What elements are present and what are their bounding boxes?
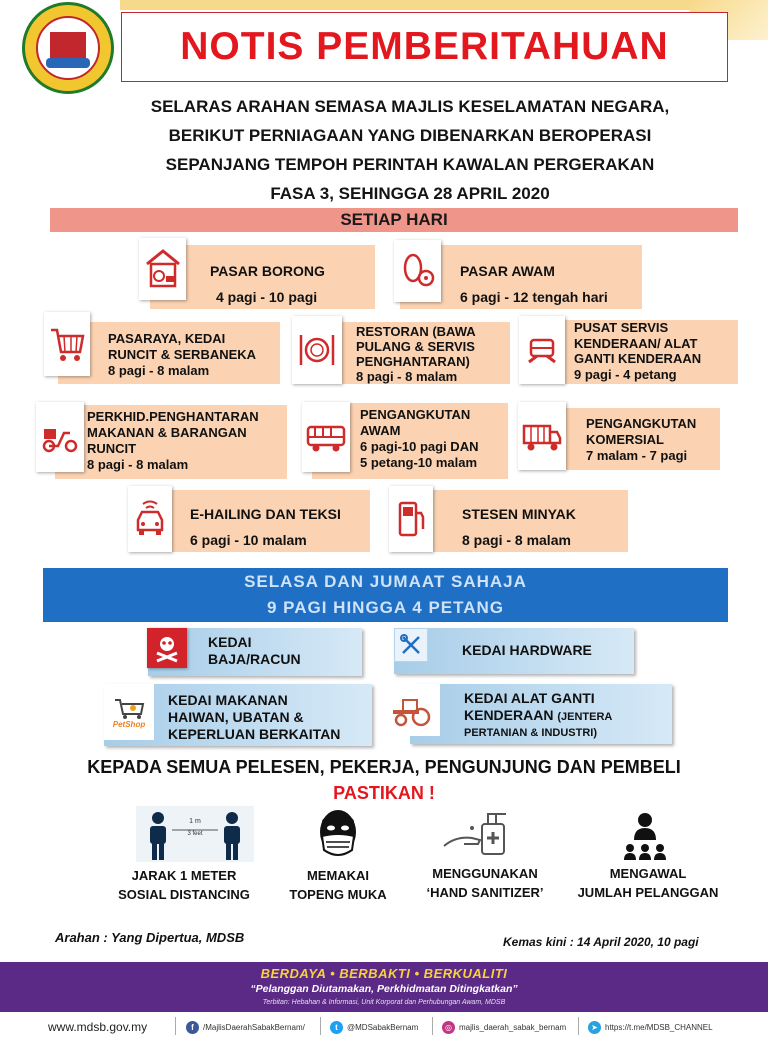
- caption-line: ‘HAND SANITIZER’: [426, 885, 544, 900]
- twitter-icon: t: [330, 1021, 343, 1034]
- facebook-icon: f: [186, 1021, 199, 1034]
- tools-icon: [394, 628, 428, 662]
- card-line: HAIWAN, UBATAN &: [168, 709, 304, 725]
- card-line: KOMERSIAL: [586, 432, 664, 447]
- card-line: RUNCIT: [87, 441, 137, 456]
- card-kedai-hardware: [394, 628, 634, 674]
- card-line-small: (JENTERA: [557, 711, 613, 723]
- instagram-handle: majlis_daerah_sabak_bernam: [459, 1023, 567, 1032]
- motto-text: BERDAYA • BERBAKTI • BERKUALITI: [260, 966, 508, 981]
- caption-line: SOSIAL DISTANCING: [118, 887, 250, 902]
- notice-title: NOTIS PEMBERITAHUAN: [180, 25, 669, 68]
- header-stripe: [120, 0, 768, 10]
- caption-distancing: [100, 866, 268, 904]
- instagram-icon: ◎: [442, 1021, 455, 1034]
- card-title: STESEN MINYAK: [462, 506, 576, 522]
- caption-crowd: [568, 864, 728, 902]
- caption-sanitizer: [410, 864, 560, 902]
- card-line: AWAM: [360, 423, 401, 438]
- weekly-heading: [43, 568, 728, 622]
- card-hours: 5 petang-10 malam: [360, 455, 478, 470]
- card-hours: 6 pagi - 10 malam: [190, 532, 307, 548]
- petshop-icon: [104, 684, 154, 740]
- hand-sanitizer-icon: [442, 808, 526, 858]
- tagline-text: “Pelanggan Diutamakan, Perkhidmatan Ditingkatkan”: [250, 983, 518, 995]
- card-line: PASARAYA, KEDAI: [108, 331, 226, 346]
- card-line: PENGHANTARAN): [356, 354, 470, 369]
- card-line: KEDAI MAKANAN: [168, 692, 288, 708]
- card-stesen-minyak: [402, 490, 628, 552]
- card-line: KEDAI ALAT GANTI: [464, 690, 595, 706]
- card-line: PUSAT SERVIS: [574, 320, 669, 335]
- intro-line: SELARAS ARAHAN SEMASA MAJLIS KESELAMATAN NEGARA,: [150, 97, 670, 116]
- fuel-pump-icon: [389, 486, 433, 552]
- twitter-handle: @MDSabakBernam: [347, 1023, 419, 1032]
- market-house-icon: [139, 238, 186, 300]
- logo-wave-icon: [46, 58, 90, 68]
- facebook-link[interactable]: [186, 1021, 305, 1034]
- card-title: PASAR AWAM: [460, 263, 555, 279]
- weekly-heading-line2: 9 PAGI HINGGA 4 PETANG: [266, 598, 505, 617]
- caption-line: MEMAKAI: [306, 868, 370, 883]
- card-hours: 6 pagi - 12 tengah hari: [460, 289, 608, 305]
- caption-line: MENGGUNAKAN: [432, 866, 538, 881]
- intro-line: FASA 3, SEHINGGA 28 APRIL 2020: [270, 184, 550, 203]
- face-mask-icon: [316, 808, 360, 868]
- delivery-scooter-icon: [36, 402, 84, 472]
- reminder-emphasis: PASTIKAN !: [333, 783, 435, 803]
- tractor-icon: [384, 684, 440, 736]
- card-perkhidmatan-penghantaran: [55, 405, 287, 479]
- weekly-heading-line1: SELASA DAN JUMAAT SAHAJA: [244, 572, 527, 591]
- card-line: MAKANAN & BARANGAN: [87, 425, 247, 440]
- intro-line: SEPANJANG TEMPOH PERINTAH KAWALAN PERGERAKAN: [165, 155, 655, 174]
- car-service-icon: [519, 316, 565, 384]
- distance-label-top: 1 m: [189, 818, 201, 825]
- card-line: KEDAI HARDWARE: [462, 642, 592, 658]
- card-hours: 9 pagi - 4 petang: [574, 366, 677, 382]
- card-hours: 7 malam - 7 pagi: [586, 448, 688, 463]
- card-line: GANTI KENDERAAN: [574, 351, 702, 366]
- card-line-small: PERTANIAN & INDUSTRI): [464, 727, 598, 739]
- plate-cutlery-icon: [292, 316, 342, 384]
- publisher-text: Terbitan: Hebahan & Informasi, Unit Korporat dan Perhubungan Awam, MDSB: [262, 999, 506, 1006]
- caption-line: JUMLAH PELANGGAN: [577, 885, 719, 900]
- distance-label-bottom: 3 feet: [187, 831, 203, 837]
- card-hours: 4 pagi - 10 pagi: [216, 289, 318, 305]
- caption-line: MENGAWAL: [609, 866, 687, 881]
- card-line: PERKHID.PENGHANTARAN: [87, 409, 259, 424]
- twitter-link[interactable]: [330, 1021, 418, 1034]
- website-link[interactable]: www.mdsb.gov.my: [48, 1020, 148, 1034]
- telegram-handle: https://t.me/MDSB_CHANNEL: [605, 1023, 713, 1032]
- crowd-control-icon: [622, 810, 668, 862]
- footer-divider: [432, 1017, 433, 1035]
- card-line: PULANG & SERVIS: [356, 339, 475, 354]
- card-title: PASAR BORONG: [210, 263, 325, 279]
- card-line: KEPERLUAN BERKAITAN: [168, 726, 341, 742]
- card-line: RUNCIT & SERBANEKA: [108, 347, 257, 362]
- card-line: RESTORAN (BAWA: [356, 324, 476, 339]
- distancing-icon: [136, 806, 254, 862]
- caption-mask: [280, 866, 396, 904]
- footer-divider: [320, 1017, 321, 1035]
- card-line: 6 pagi-10 pagi DAN: [360, 439, 479, 454]
- footer-divider: [175, 1017, 176, 1035]
- card-line: KEDAI: [208, 634, 252, 650]
- card-line: PENGANGKUTAN: [586, 416, 697, 431]
- shopping-cart-icon: [44, 312, 90, 376]
- intro-text: [80, 92, 740, 208]
- logo-building-icon: [50, 32, 86, 58]
- facebook-handle: /MajlisDaerahSabakBernam/: [203, 1023, 305, 1032]
- card-line: PENGANGKUTAN: [360, 407, 471, 422]
- notice-title-box: [121, 12, 728, 82]
- card-hours: 8 pagi - 8 malam: [462, 532, 571, 548]
- card-hours: 8 pagi - 8 malam: [87, 457, 189, 472]
- truck-icon: [518, 402, 566, 470]
- updated-text: Kemas kini : 14 April 2020, 10 pagi: [503, 935, 699, 949]
- intro-line: BERIKUT PERNIAGAAN YANG DIBENARKAN BEROPERASI: [168, 126, 652, 145]
- card-line: BAJA/RACUN: [208, 651, 301, 667]
- card-hours: 8 pagi - 8 malam: [356, 369, 458, 384]
- daily-heading: SETIAP HARI: [50, 208, 738, 232]
- card-title: E-HAILING DAN TEKSI: [190, 506, 341, 522]
- card-e-hailing: [142, 490, 370, 552]
- card-line: KENDERAAN: [464, 707, 558, 723]
- fish-meat-icon: [394, 240, 441, 302]
- arahan-text: Arahan : Yang Dipertua, MDSB: [55, 930, 245, 945]
- card-line: KENDERAAN/ ALAT: [574, 335, 698, 351]
- card-kedai-alat-ganti: [410, 684, 672, 744]
- instagram-link[interactable]: [442, 1021, 566, 1034]
- petshop-icon-label: PetShop: [112, 719, 146, 729]
- skull-poison-icon: [147, 628, 187, 668]
- taxi-icon: [128, 486, 172, 552]
- card-pasaraya: [58, 322, 280, 384]
- reminder-line: KEPADA SEMUA PELESEN, PEKERJA, PENGUNJUNG DAN PEMBELI: [87, 757, 681, 777]
- telegram-icon: ➤: [588, 1021, 601, 1034]
- telegram-link[interactable]: [588, 1021, 713, 1034]
- card-hours: 8 pagi - 8 malam: [108, 363, 210, 378]
- bus-icon: [302, 402, 350, 472]
- footer-divider: [578, 1017, 579, 1035]
- caption-line: JARAK 1 METER: [131, 868, 237, 883]
- caption-line: TOPENG MUKA: [289, 887, 387, 902]
